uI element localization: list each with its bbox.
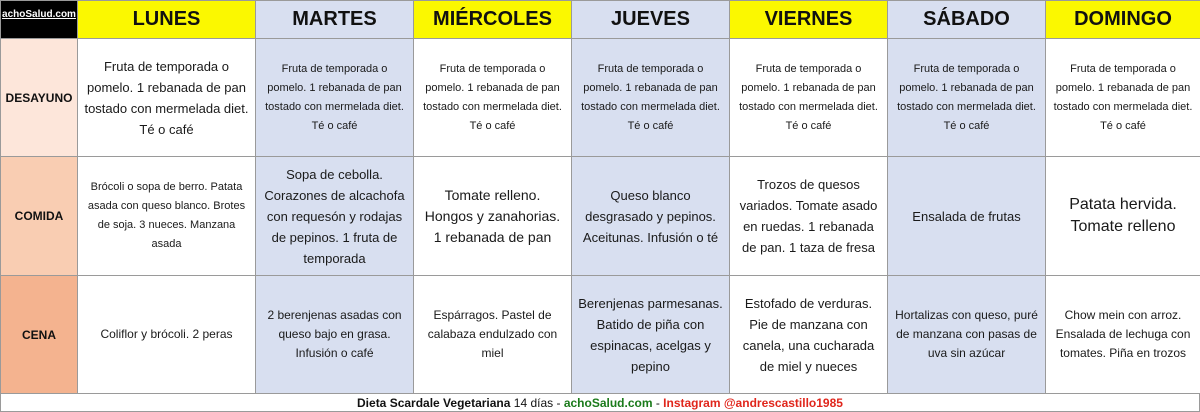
cena-miercoles: Espárragos. Pastel de calabaza endulzado con miel	[414, 276, 572, 394]
meal-header-cena: CENA	[1, 276, 78, 394]
comida-sabado: Ensalada de frutas	[888, 157, 1046, 276]
meal-header-comida: COMIDA	[1, 157, 78, 276]
day-header-jueves: JUEVES	[572, 1, 730, 39]
day-header-lunes: LUNES	[78, 1, 256, 39]
cena-martes: 2 berenjenas asadas con queso bajo en grasa. Infusión o café	[256, 276, 414, 394]
desayuno-viernes: Fruta de temporada o pomelo. 1 rebanada de pan tostado con mermelada diet. Té o café	[730, 39, 888, 157]
desayuno-sabado: Fruta de temporada o pomelo. 1 rebanada de pan tostado con mermelada diet. Té o café	[888, 39, 1046, 157]
footer-site-link[interactable]: achoSalud.com	[563, 396, 653, 410]
day-header-viernes: VIERNES	[730, 1, 888, 39]
comida-domingo: Patata hervida. Tomate relleno	[1046, 157, 1200, 276]
desayuno-domingo: Fruta de temporada o pomelo. 1 rebanada de pan tostado con mermelada diet. Té o café	[1046, 39, 1200, 157]
corner-logo: achoSalud.com	[1, 1, 78, 39]
comida-jueves: Queso blanco desgrasado y pepinos. Aceitunas. Infusión o té	[572, 157, 730, 276]
day-header-sabado: SÁBADO	[888, 1, 1046, 39]
footer-instagram[interactable]: Instagram @andrescastillo1985	[663, 396, 843, 410]
footer-credit	[0, 394, 1200, 412]
comida-miercoles: Tomate relleno. Hongos y zanahorias. 1 rebanada de pan	[414, 157, 572, 276]
footer-days: 14 días -	[510, 396, 564, 410]
day-header-miercoles: MIÉRCOLES	[414, 1, 572, 39]
comida-lunes: Brócoli o sopa de berro. Patata asada con queso blanco. Brotes de soja. 3 nueces. Manzana asada	[78, 157, 256, 276]
desayuno-jueves: Fruta de temporada o pomelo. 1 rebanada de pan tostado con mermelada diet. Té o café	[572, 39, 730, 157]
day-header-martes: MARTES	[256, 1, 414, 39]
comida-viernes: Trozos de quesos variados. Tomate asado en ruedas. 1 rebanada de pan. 1 taza de fresa	[730, 157, 888, 276]
cena-sabado: Hortalizas con queso, puré de manzana con pasas de uva sin azúcar	[888, 276, 1046, 394]
footer-title: Dieta Scardale Vegetariana	[357, 396, 511, 410]
desayuno-miercoles: Fruta de temporada o pomelo. 1 rebanada de pan tostado con mermelada diet. Té o café	[414, 39, 572, 157]
cena-viernes: Estofado de verduras. Pie de manzana con canela, una cucharada de miel y nueces	[730, 276, 888, 394]
footer-separator: -	[652, 396, 664, 410]
day-header-domingo: DOMINGO	[1046, 1, 1200, 39]
desayuno-martes: Fruta de temporada o pomelo. 1 rebanada de pan tostado con mermelada diet. Té o café	[256, 39, 414, 157]
cena-domingo: Chow mein con arroz. Ensalada de lechuga con tomates. Piña en trozos	[1046, 276, 1200, 394]
desayuno-lunes: Fruta de temporada o pomelo. 1 rebanada de pan tostado con mermelada diet. Té o café	[78, 39, 256, 157]
meal-header-desayuno: DESAYUNO	[1, 39, 78, 157]
cena-jueves: Berenjenas parmesanas. Batido de piña con espinacas, acelgas y pepino	[572, 276, 730, 394]
comida-martes: Sopa de cebolla. Corazones de alcachofa con requesón y rodajas de pepinos. 1 fruta de temporada	[256, 157, 414, 276]
cena-lunes: Coliflor y brócoli. 2 peras	[78, 276, 256, 394]
